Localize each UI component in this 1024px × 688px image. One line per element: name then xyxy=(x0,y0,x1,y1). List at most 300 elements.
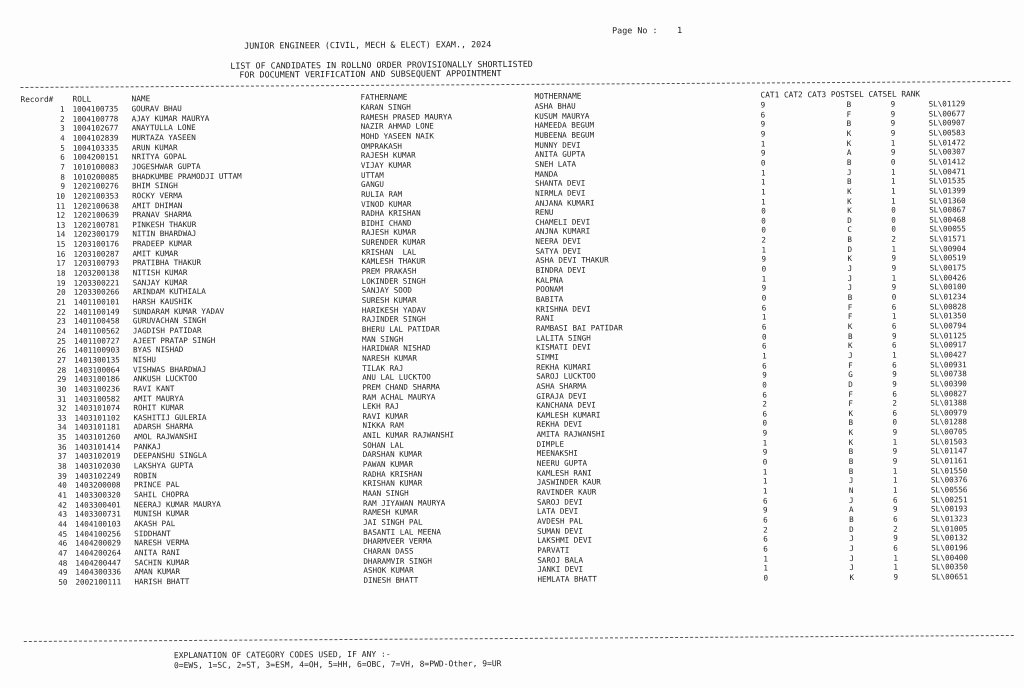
col-categories: CAT1 CAT2 CAT3 POSTSEL CATSEL RANK xyxy=(760,89,921,100)
category-selected: 1 xyxy=(891,311,897,321)
roll-number: 1010100083 xyxy=(72,162,119,172)
post-selected: N xyxy=(848,485,854,495)
candidate-name: SANJAY KUMAR xyxy=(132,277,188,288)
father-name: RAM JIYAWAN MAURYA xyxy=(362,498,446,508)
candidate-name: AMIT DHIMAN xyxy=(132,200,183,210)
cat1: 6 xyxy=(760,110,766,120)
father-name: HARIKESH YADAV xyxy=(361,305,426,315)
cat1: 6 xyxy=(761,322,767,332)
rank: SL\00677 xyxy=(928,108,966,119)
mother-name: SATYA DEVI xyxy=(535,246,582,256)
father-name: SURESH KUMAR xyxy=(361,295,417,305)
post-selected: A xyxy=(849,505,854,515)
record-number: 16 xyxy=(56,249,66,259)
roll-number: 1403100582 xyxy=(74,393,121,404)
roll-number: 1203100287 xyxy=(73,249,120,259)
roll-number: 1401100903 xyxy=(74,345,120,355)
roll-number: 1403101102 xyxy=(74,413,121,423)
record-number: 12 xyxy=(56,210,66,220)
post-selected: D xyxy=(849,524,854,534)
roll-number: 1401100727 xyxy=(73,335,120,346)
rank: SL\01005 xyxy=(931,523,968,534)
mother-name: NEERU GUPTA xyxy=(536,458,588,468)
rank: SL\00519 xyxy=(929,253,967,263)
candidate-name: BYAS NISHAD xyxy=(133,345,184,355)
mother-name: JASWINDER KAUR xyxy=(536,477,601,488)
cat1: 1 xyxy=(760,177,766,187)
father-name: MAN SINGH xyxy=(361,334,404,344)
cat1: 1 xyxy=(762,476,768,486)
cat1: 6 xyxy=(761,303,767,313)
father-name: CHARAN DASS xyxy=(363,546,414,556)
record-number: 31 xyxy=(57,394,67,404)
mother-name: REKHA DEVI xyxy=(536,420,583,430)
category-selected: 9 xyxy=(891,254,897,264)
cat1: 6 xyxy=(763,534,768,544)
record-number: 29 xyxy=(57,374,67,384)
mother-name: JANKI DEVI xyxy=(537,564,584,575)
post-selected: A xyxy=(846,148,852,158)
category-selected: 1 xyxy=(893,562,898,572)
mother-name: MUBEENA BEGUM xyxy=(534,130,595,140)
mother-name: KUSUM MAURYA xyxy=(534,111,590,121)
rank: SL\00307 xyxy=(928,147,966,157)
mother-name: SHANTA DEVI xyxy=(535,178,586,189)
cat1: 1 xyxy=(760,139,766,149)
category-selected: 0 xyxy=(891,205,896,215)
post-selected: K xyxy=(847,206,852,216)
rank: SL\01503 xyxy=(930,436,968,447)
category-selected: 6 xyxy=(893,543,898,553)
rank: SL\01388 xyxy=(930,398,967,408)
father-name: BHERU LAL PATIDAR xyxy=(361,324,440,334)
col-record: Record# xyxy=(20,94,54,104)
candidate-name: NRITYA GOPAL xyxy=(131,152,187,162)
mother-name: ANJNA KUMARI xyxy=(535,226,591,237)
post-selected: D xyxy=(848,379,853,389)
father-name: TILAK RAJ xyxy=(362,363,404,373)
col-roll: ROLL xyxy=(72,94,92,104)
rank: SL\00931 xyxy=(930,359,967,369)
father-name: PREM PRAKASH xyxy=(361,266,417,276)
category-selected: 1 xyxy=(892,485,898,495)
record-number: 38 xyxy=(57,461,67,471)
father-name: RAM ACHAL MAURYA xyxy=(362,391,436,402)
candidate-name: ARINDAM KUTHIALA xyxy=(132,287,206,297)
candidate-name: SAHIL CHOPRA xyxy=(133,489,189,500)
roll-number: 1403102019 xyxy=(74,451,121,462)
roll-number: 1203100176 xyxy=(73,239,120,249)
candidate-name: AMIT MAURYA xyxy=(133,393,184,403)
candidate-name: SACHIN KUMAR xyxy=(134,557,190,567)
rank: SL\01125 xyxy=(929,330,967,341)
cat1: 1 xyxy=(761,245,767,255)
candidate-name: LAKSHYA GUPTA xyxy=(133,460,194,471)
category-selected: 9 xyxy=(890,128,896,138)
mother-name: SUMAN DEVI xyxy=(537,526,583,536)
mother-name: MEENAKSHI xyxy=(536,448,578,459)
record-number: 13 xyxy=(56,220,66,230)
candidate-name: ARUN KUMAR xyxy=(131,142,178,152)
record-number: 30 xyxy=(57,384,67,394)
mother-name: POONAM xyxy=(535,285,564,295)
candidate-name: NEERAJ KUMAR MAURYA xyxy=(133,499,221,509)
cat1: 9 xyxy=(762,370,767,380)
roll-number: 1404200029 xyxy=(75,538,121,548)
post-selected: K xyxy=(847,254,853,264)
record-number: 28 xyxy=(56,365,67,375)
category-selected: 9 xyxy=(893,572,899,582)
post-selected: F xyxy=(847,312,853,322)
cat1: 1 xyxy=(760,167,766,178)
mother-name: AMITA RAJWANSHI xyxy=(536,429,606,439)
father-name: BASANTI LAL MEENA xyxy=(363,527,441,537)
category-selected: 0 xyxy=(892,418,898,428)
record-number: 11 xyxy=(55,201,66,211)
mother-name: CHAMELI DEVI xyxy=(535,217,591,227)
post-selected: J xyxy=(849,534,854,544)
record-number: 44 xyxy=(57,519,68,529)
category-selected: 6 xyxy=(892,408,898,418)
post-selected: J xyxy=(846,167,852,177)
roll-number: 1202100276 xyxy=(73,181,119,191)
record-number: 45 xyxy=(57,529,68,539)
rank: SL\00427 xyxy=(930,350,967,360)
rank: SL\01129 xyxy=(928,99,966,109)
category-selected: 0 xyxy=(891,215,896,225)
list-title-line2: FOR DOCUMENT VERIFICATION AND SUBSEQUENT APPOINTMENT xyxy=(239,68,502,80)
mother-name: RENU xyxy=(535,207,554,217)
post-selected: J xyxy=(849,553,854,563)
rank: SL\00651 xyxy=(931,572,969,582)
rank: SL\00738 xyxy=(930,369,967,379)
father-name: LEKH RAJ xyxy=(362,401,399,412)
rank: SL\00979 xyxy=(930,408,968,418)
father-name: RAMESH KUMAR xyxy=(363,507,418,518)
rank: SL\00705 xyxy=(930,427,968,437)
roll-number: 1004103335 xyxy=(72,142,119,153)
category-selected: 6 xyxy=(891,321,897,331)
father-name: RAJESH KUMAR xyxy=(361,228,417,238)
post-selected: G xyxy=(848,370,853,380)
rank: SL\00193 xyxy=(930,504,968,514)
father-name: HARIDWAR NISHAD xyxy=(362,343,431,354)
cat1: 0 xyxy=(762,380,767,390)
mother-name: LAKSHMI DEVI xyxy=(537,535,593,546)
candidate-name: PINKESH THAKUR xyxy=(132,219,197,230)
page-number: 1 xyxy=(677,24,683,35)
cat1: 9 xyxy=(762,447,768,457)
mother-name: MANDA xyxy=(534,169,558,179)
candidate-name: SIDDHANT xyxy=(134,528,171,538)
mother-name: SNEH LATA xyxy=(534,159,577,169)
roll-number: 1401100458 xyxy=(73,316,120,326)
cat1: 9 xyxy=(763,505,768,515)
candidate-name: JAGDISH PATIDAR xyxy=(132,325,202,336)
cat1: 1 xyxy=(761,274,767,284)
roll-number: 1403102030 xyxy=(74,461,121,471)
mother-name: KISMATI DEVI xyxy=(536,342,591,353)
roll-number: 1401100101 xyxy=(73,297,120,307)
rank: SL\01350 xyxy=(929,311,967,321)
post-selected: F xyxy=(846,109,852,119)
cat1: 9 xyxy=(762,428,768,438)
post-selected: B xyxy=(846,99,852,109)
post-selected: J xyxy=(847,263,853,273)
cat1: 1 xyxy=(762,486,768,496)
rank: SL\01571 xyxy=(929,234,966,244)
post-selected: J xyxy=(848,350,853,360)
rank: SL\01234 xyxy=(929,292,967,302)
post-selected: B xyxy=(848,466,854,476)
category-selected: 9 xyxy=(892,504,898,514)
category-selected: 1 xyxy=(890,138,896,148)
roll-number: 1403102249 xyxy=(74,471,121,481)
rank: SL\00904 xyxy=(929,243,967,254)
record-number: 21 xyxy=(56,297,66,307)
mother-name: SAROJ BALA xyxy=(537,555,584,565)
candidate-name: GURUVACHAN SINGH xyxy=(132,316,207,326)
category-selected: 1 xyxy=(893,553,898,563)
category-selected: 9 xyxy=(892,456,898,466)
category-selected: 1 xyxy=(890,167,896,177)
mother-name: PARVATI xyxy=(537,545,570,555)
mother-name: ANJANA KUMARI xyxy=(535,197,595,208)
roll-number: 1202100781 xyxy=(73,220,120,230)
roll-number: 1403100236 xyxy=(74,384,121,394)
rank: SL\00794 xyxy=(929,321,967,331)
father-name: ANU LAL LUCKTOO xyxy=(362,372,431,383)
roll-number: 1403100064 xyxy=(74,364,120,375)
father-name: DHARAMVIR SINGH xyxy=(363,556,432,566)
father-name: KARAN SINGH xyxy=(360,102,411,112)
category-selected: 0 xyxy=(891,292,897,302)
post-selected: K xyxy=(847,321,853,331)
candidate-name: AKASH PAL xyxy=(134,518,176,529)
father-name: NAZIR AHMAD LONE xyxy=(360,121,434,132)
roll-number: 1404200264 xyxy=(75,548,122,558)
candidate-name: AMIT KUMAR xyxy=(132,248,179,259)
roll-number: 1403101181 xyxy=(74,422,121,433)
roll-number: 1401100149 xyxy=(73,307,120,317)
father-name: RAMESH PRASED MAURYA xyxy=(360,112,453,122)
mother-name: LALITA SINGH xyxy=(535,333,591,343)
roll-number: 1404200447 xyxy=(75,557,122,568)
candidate-name: BHIM SINGH xyxy=(132,181,178,191)
cat1: 0 xyxy=(761,216,766,226)
exam-title: JUNIOR ENGINEER (CIVIL, MECH & ELECT) EXAM., 2024 xyxy=(244,39,492,51)
category-selected: 1 xyxy=(891,186,896,196)
record-number: 10 xyxy=(55,191,66,201)
category-selected: 9 xyxy=(890,147,896,157)
col-father: FATHERNAME xyxy=(360,92,408,102)
cat1: 0 xyxy=(762,418,768,428)
rank: SL\00196 xyxy=(931,543,968,553)
record-number: 19 xyxy=(56,278,66,288)
category-selected: 0 xyxy=(890,157,896,167)
record-number: 36 xyxy=(57,442,67,452)
rank: SL\01288 xyxy=(930,417,968,427)
mother-name: KAMLESH KUMARI xyxy=(536,410,601,420)
roll-number: 2002100111 xyxy=(75,577,122,587)
rank: SL\00175 xyxy=(929,263,967,273)
father-name: RADHA KRISHAN xyxy=(362,469,423,479)
post-selected: B xyxy=(849,514,854,524)
mother-name: KANCHANA DEVI xyxy=(536,400,596,410)
father-name: UTTAM xyxy=(360,170,384,180)
post-selected: B xyxy=(846,119,852,129)
category-selected: 1 xyxy=(892,437,898,447)
cat1: 0 xyxy=(761,293,767,303)
father-name: ANIL KUMAR RAJWANSHI xyxy=(362,430,455,441)
mother-name: BINDRA DEVI xyxy=(535,265,586,275)
category-selected: 6 xyxy=(891,340,897,350)
category-selected: 6 xyxy=(892,389,897,399)
rank: SL\00132 xyxy=(931,533,968,543)
cat1: 9 xyxy=(760,148,766,158)
record-number: 35 xyxy=(57,432,67,442)
cat1: 0 xyxy=(762,457,768,467)
roll-number: 1404300336 xyxy=(75,567,122,577)
record-number: 41 xyxy=(57,490,67,500)
roll-number: 1004100735 xyxy=(72,104,119,114)
father-name: LOKINDER SINGH xyxy=(361,276,426,286)
cat1: 1 xyxy=(761,312,767,322)
mother-name: ASHA SHARMA xyxy=(536,381,587,391)
category-selected: 1 xyxy=(892,475,898,486)
record-number: 42 xyxy=(57,500,68,510)
candidate-name: VISHWAS BHARDWAJ xyxy=(133,364,207,374)
post-selected: B xyxy=(847,235,852,245)
father-name: GANGU xyxy=(361,179,384,190)
father-name: SANJAY SOOD xyxy=(361,285,413,296)
father-name: VIJAY KUMAR xyxy=(360,160,412,170)
post-selected: B xyxy=(846,157,852,167)
mother-name: REKHA KUMARI xyxy=(536,362,592,372)
cat1: 1 xyxy=(761,196,766,206)
roll-number: 1004102839 xyxy=(72,133,119,143)
roll-number: 1401100562 xyxy=(73,326,120,336)
rank: SL\01161 xyxy=(930,456,968,466)
record-number: 26 xyxy=(56,345,67,356)
category-selected: 9 xyxy=(892,379,897,389)
category-selected: 0 xyxy=(891,225,896,235)
mother-name: ASHA BHAU xyxy=(534,101,576,111)
post-selected: J xyxy=(847,283,853,293)
cat1: 6 xyxy=(762,389,767,399)
post-selected: K xyxy=(848,408,854,418)
explanation-codes: 0=EWS, 1=SC, 2=ST, 3=ESM, 4=OH, 5=HH, 6=OBC, 7=VH, 8=PWD-Other, 9=UR xyxy=(173,659,502,671)
candidate-name: AJAY KUMAR MAURYA xyxy=(131,113,210,123)
category-selected: 6 xyxy=(892,360,897,370)
post-selected: D xyxy=(847,244,853,254)
father-name: NARESH KUMAR xyxy=(362,353,417,363)
category-selected: 1 xyxy=(891,273,897,283)
record-number: 32 xyxy=(57,403,67,413)
cat1: 1 xyxy=(761,187,766,197)
father-name: KAMLESH THAKUR xyxy=(361,256,426,267)
mother-name: SAROJ LUCKTOO xyxy=(536,371,596,382)
candidate-name: PRATIBHA THAKUR xyxy=(132,258,202,268)
mother-name: SAROJ DEVI xyxy=(536,497,583,507)
rank: SL\00907 xyxy=(928,118,966,128)
roll-number: 1203300221 xyxy=(73,278,120,288)
col-name: NAME xyxy=(131,94,151,104)
cat1: 0 xyxy=(761,264,767,274)
candidate-name: HARSH KAUSHIK xyxy=(132,296,193,307)
rank: SL\00400 xyxy=(931,552,968,562)
father-name: SURENDER KUMAR xyxy=(361,237,426,248)
post-selected: B xyxy=(848,447,854,457)
cat1: 6 xyxy=(762,409,768,419)
roll-number: 1202300179 xyxy=(73,229,120,240)
mother-name: SIMMI xyxy=(536,352,559,362)
record-number: 18 xyxy=(56,268,66,278)
candidate-name: PRINCE PAL xyxy=(133,480,180,490)
category-selected: 2 xyxy=(893,524,898,534)
candidate-name: NITISH KUMAR xyxy=(132,268,188,278)
father-name: MOHD YASEEN NAIK xyxy=(360,131,434,141)
record-number: 39 xyxy=(57,471,67,481)
record-number: 48 xyxy=(58,558,68,568)
cat1: 9 xyxy=(760,119,766,129)
father-name: SOHAN LAL xyxy=(362,440,404,450)
cat1: 0 xyxy=(761,225,766,235)
cat1: 9 xyxy=(761,283,767,293)
list-title-line1: LIST OF CANDIDATES IN ROLLNO ORDER PROVISIONALLY SHORTLISTED xyxy=(230,58,533,71)
category-selected: 6 xyxy=(892,495,898,505)
cat1: 2 xyxy=(762,399,767,409)
father-name: DINESH BHATT xyxy=(363,575,419,585)
post-selected: B xyxy=(847,331,853,341)
record-number: 22 xyxy=(56,307,66,317)
mother-name: AVDESH PAL xyxy=(537,516,583,526)
record-number: 49 xyxy=(58,567,68,577)
post-selected: J xyxy=(847,273,853,283)
post-selected: C xyxy=(847,225,852,235)
record-number: 24 xyxy=(56,326,66,336)
mother-name: NIRMLA DEVI xyxy=(535,188,586,198)
record-number: 7 xyxy=(60,162,65,172)
post-selected: K xyxy=(847,196,852,206)
father-name: NIKKA RAM xyxy=(362,421,404,431)
mother-name: KAMLESH RANI xyxy=(536,468,592,478)
father-name: RAJESH KUMAR xyxy=(360,150,416,161)
father-name: RADHA KRISHAN xyxy=(361,208,421,219)
col-mother: MOTHERNAME xyxy=(534,91,582,101)
rank: SL\00376 xyxy=(930,475,968,485)
bottom-dashed-rule xyxy=(24,635,1014,642)
candidate-name: DEEPANSHU SINGLA xyxy=(133,451,207,461)
roll-number: 1404100256 xyxy=(75,528,121,539)
mother-name: RANI xyxy=(535,314,555,324)
father-name: VINOD KUMAR xyxy=(361,199,412,209)
mother-name: LATA DEVI xyxy=(537,506,579,517)
roll-number: 1004200151 xyxy=(72,152,119,162)
roll-number: 1403101260 xyxy=(74,432,121,442)
mother-name: DIMPLE xyxy=(536,439,565,449)
mother-name: MUNNY DEVI xyxy=(534,140,581,150)
page-number-label: Page No : xyxy=(612,25,658,36)
record-number: 17 xyxy=(56,259,66,269)
candidate-name: NARESH VERMA xyxy=(134,538,190,548)
category-selected: 9 xyxy=(891,331,897,341)
roll-number: 1203300266 xyxy=(73,287,120,298)
father-name: KRISHAN LAL xyxy=(361,247,417,257)
rank: SL\01360 xyxy=(929,195,966,205)
record-number: 1 xyxy=(59,104,65,114)
record-number: 33 xyxy=(57,413,67,423)
